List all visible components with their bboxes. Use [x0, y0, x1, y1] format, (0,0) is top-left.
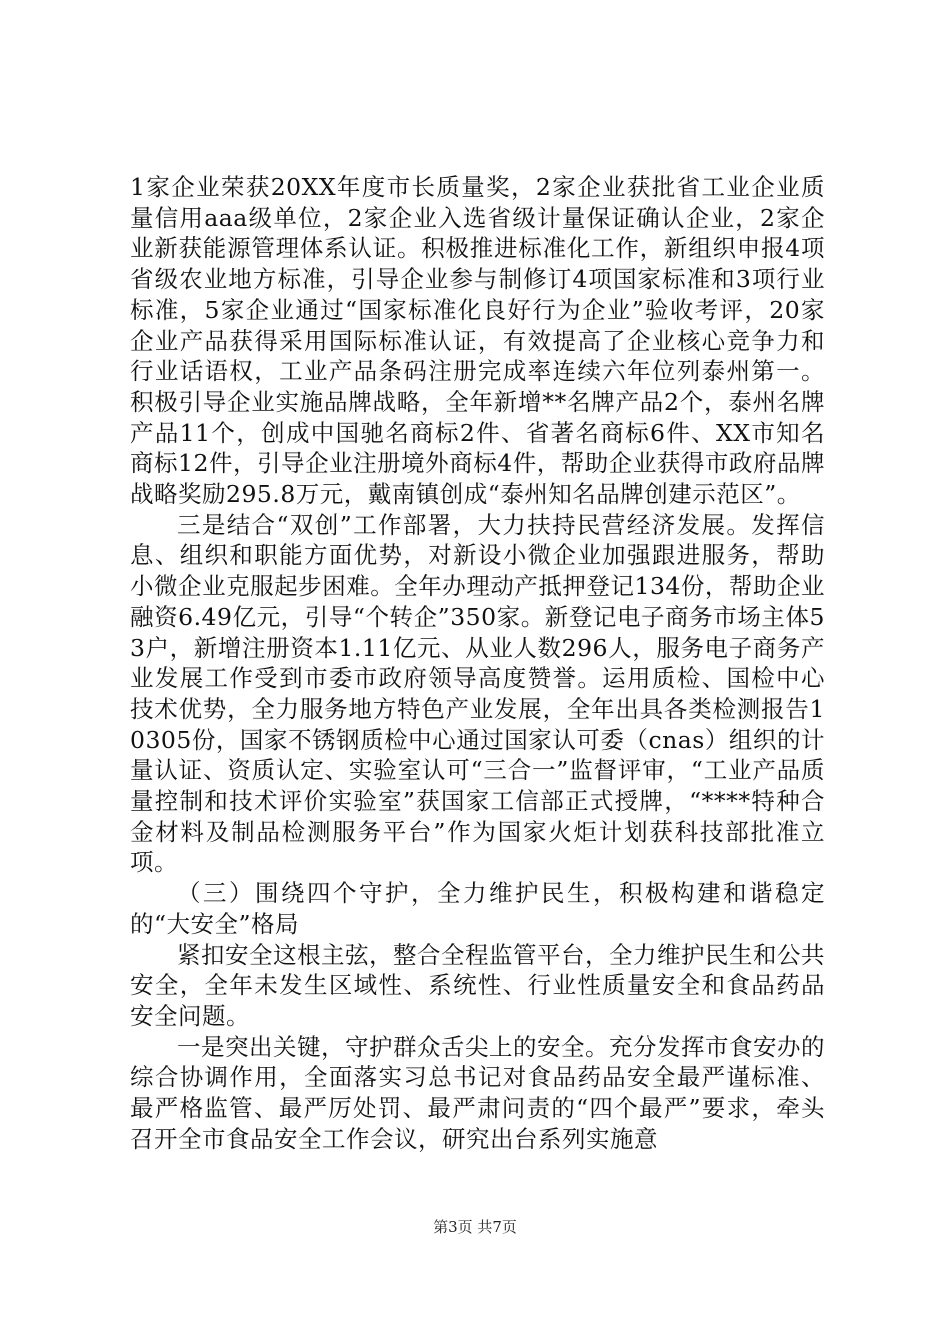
section-heading-safety: （三）围绕四个守护，全力维护民生，积极构建和谐稳定的“大安全”格局: [130, 879, 825, 938]
paragraph-private-economy: 三是结合“双创”工作部署，大力扶持民营经济发展。发挥信息、组织和职能方面优势，对新设小微企业加强跟进服务，帮助小微企业克服起步困难。全年办理动产抵押登记134份，帮助企业融资6.49亿元，引导“个转企”350家。新登记电子商务市场主体53户，新增注册资本1.11亿元、从业人数296人，服务电子商务产业发展工作受到市委市政府领导高度赞誉。运用质检、国检中心技术优势，全力服务地方特色产业发展，全年出具各类检测报告10305份，国家不锈钢质检中心通过国家认可委（cnas）组织的计量认证、资质认定、实验室认可“三合一”监督评审，“工业产品质量控制和技术评价实验室”获国家工信部正式授牌，“****特种合金材料及制品检测服务平台”作为国家火炬计划获科技部批准立项。: [130, 510, 825, 877]
paragraph-honors-standards-brands: 1家企业荣获20XX年度市长质量奖，2家企业获批省工业企业质量信用aaa级单位，2家企业入选省级计量保证确认企业，2家企业新获能源管理体系认证。积极推进标准化工作，新组织申报4项省级农业地方标准，引导企业参与制修订4项国家标准和3项行业标准，5家企业通过“国家标准化良好行为企业”验收考评，20家企业产品获得采用国际标准认证，有效提高了企业核心竞争力和行业话语权，工业产品条码注册完成率连续六年位列泰州第一。积极引导企业实施品牌战略，全年新增**名牌产品2个，泰州名牌产品11个，创成中国驰名商标2件、省著名商标6件、XX市知名商标12件，引导企业注册境外商标4件，帮助企业获得市政府品牌战略奖励295.8万元，戴南镇创成“泰州知名品牌创建示范区”。: [130, 173, 825, 509]
paragraph-food-safety: 一是突出关键，守护群众舌尖上的安全。充分发挥市食安办的综合协调作用，全面落实习总书记对食品药品安全最严谨标准、最严格监管、最严厉处罚、最严肃问责的“四个最严”要求，牵头召开全市食品安全工作会议，研究出台系列实施意: [130, 1032, 825, 1153]
page-number-footer: 第3页 共7页: [433, 1218, 517, 1236]
document-body: [130, 172, 825, 1155]
paragraph-safety-overview: 紧扣安全这根主弦，整合全程监管平台，全力维护民生和公共安全，全年未发生区域性、系统性、行业性质量安全和食品药品安全问题。: [130, 940, 825, 1030]
